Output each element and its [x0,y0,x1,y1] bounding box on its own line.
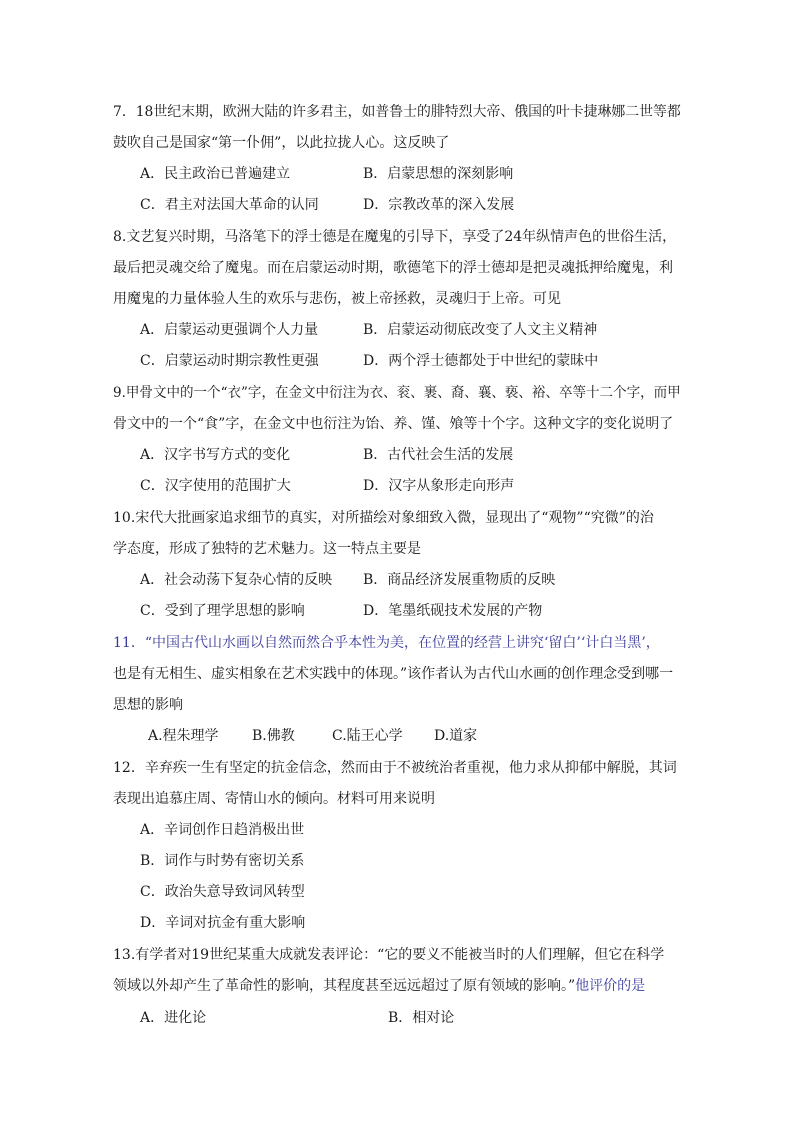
q12-option-d: D．辛词对抗金有重大影响 [140,915,306,931]
q7-option-c: C．君主对法国大革命的认同 [140,197,319,213]
q9-stem-line-2: 骨文中的一个“食”字，在金文中也衍注为饴、养、馑、飧等十个字。这种文字的变化说明了 [113,416,674,432]
q7-stem-line-1: 7．18世纪末期，欧洲大陆的许多君主，如普鲁士的腓特烈大帝、俄国的叶卡捷琳娜二世等都 [113,104,681,120]
q11-stem-line-1: 11．“中国古代山水画以自然而然合乎本性为美，在位置的经营上讲究‘留白’‘计白当黑’， [113,635,660,651]
q7-option-a: A．民主政治已普遍建立 [140,166,291,182]
q8-option-b: B．启蒙运动彻底改变了人文主义精神 [363,322,598,338]
q10-stem-line-2: 学态度，形成了独特的艺术魅力。这一特点主要是 [113,541,421,557]
q9-stem-line-1: 9.甲骨文中的一个“衣”字，在金文中衍注为衣、衮、裹、裔、襄、亵、裕、卒等十二个字，而甲 [113,385,681,401]
q9-option-d: D．汉字从象形走向形声 [363,478,515,494]
q12-option-b: B．词作与时势有密切关系 [140,853,305,869]
q8-stem-line-3: 用魔鬼的力量体验人生的欢乐与悲伤，被上帝拯救，灵魂归于上帝。可见 [113,291,561,307]
q10-option-a: A．社会动荡下复杂心情的反映 [140,572,333,588]
q12-option-a: A．辛词创作日趋消极出世 [140,822,305,838]
q10-option-d: D．笔墨纸砚技术发展的产物 [363,603,543,619]
q12-stem-line-1: 12．辛弃疾一生有坚定的抗金信念，然而由于不被统治者重视，他力求从抑郁中解脱，其词 [113,760,677,776]
q13-option-a: A．进化论 [140,1010,207,1026]
q9-option-c: C．汉字使用的范围扩大 [140,478,291,494]
q13-stem-question: 他评价的是 [575,978,646,994]
q12-stem-line-2: 表现出追慕庄周、寄情山水的倾向。材料可用来说明 [113,791,435,807]
q10-stem-line-1: 10.宋代大批画家追求细节的真实，对所描绘对象细致入微，显现出了“观物”“究微”的治 [113,510,654,526]
q7-stem-line-2: 鼓吹自己是国家“第一仆佣”，以此拉拢人心。这反映了 [113,135,450,151]
q10-option-c: C．受到了理学思想的影响 [140,603,305,619]
q13-stem-line-1: 13.有学者对19世纪某重大成就发表评论：“它的要义不能被当时的人们理解，但它在科学 [113,947,665,963]
q11-stem-line-3: 思想的影响 [113,697,183,713]
q10-option-b: B．商品经济发展重物质的反映 [363,572,556,588]
q8-option-a: A．启蒙运动更强调个人力量 [140,322,319,338]
q11-option-d: D.道家 [434,728,478,744]
q12-option-c: C．政治失意导致词风转型 [140,884,305,900]
q13-stem-line-2-text: 领域以外却产生了革命性的影响，其程度甚至远远超过了原有领域的影响。” [113,978,576,994]
q13-option-b: B．相对论 [388,1010,455,1026]
q8-stem-line-1: 8.文艺复兴时期，马洛笔下的浮士德是在魔鬼的引导下，享受了24年纵情声色的世俗生活， [113,229,677,245]
q13-stem-line-2 [113,976,645,996]
q11-option-a: A.程朱理学 [148,728,219,744]
q11-option-c: C.陆王心学 [332,728,403,744]
q7-option-d: D．宗教改革的深入发展 [363,197,515,213]
q9-option-b: B．古代社会生活的发展 [363,447,514,463]
q8-stem-line-2: 最后把灵魂交给了魔鬼。而在启蒙运动时期，歌德笔下的浮士德却是把灵魂抵押给魔鬼，利 [113,260,673,276]
q9-option-a: A．汉字书写方式的变化 [140,447,291,463]
q8-option-c: C．启蒙运动时期宗教性更强 [140,353,319,369]
q7-option-b: B．启蒙思想的深刻影响 [363,166,514,182]
q11-stem-line-2: 也是有无相生、虚实相象在艺术实践中的体现。”该作者认为古代山水画的创作理念受到哪一 [113,666,674,682]
q8-option-d: D．两个浮士德都处于中世纪的蒙昧中 [363,353,599,369]
q11-option-b: B.佛教 [252,728,295,744]
